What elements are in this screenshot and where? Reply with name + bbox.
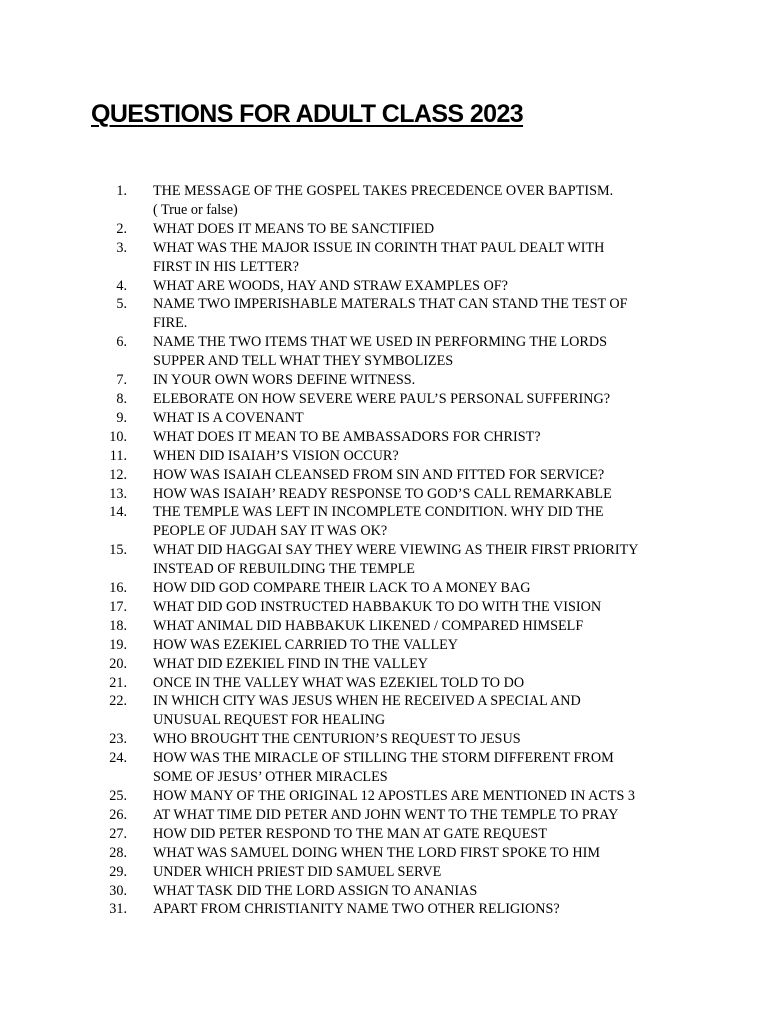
question-item <box>100 466 700 485</box>
question-text: WHAT WAS THE MAJOR ISSUE IN CORINTH THAT PAUL DEALT WITH FIRST IN HIS LETTER? <box>153 239 605 275</box>
question-item <box>100 579 700 598</box>
question-item <box>100 655 700 674</box>
question-number: 5. <box>116 296 127 313</box>
question-text: APART FROM CHRISTIANITY NAME TWO OTHER RELIGIONS? <box>153 901 560 918</box>
question-text: NAME TWO IMPERISHABLE MATERALS THAT CAN STAND THE TEST OF FIRE. <box>153 296 628 332</box>
question-text: WHAT IS A COVENANT <box>153 409 304 426</box>
question-item <box>100 239 700 277</box>
question-text: UNDER WHICH PRIEST DID SAMUEL SERVE <box>153 863 442 880</box>
question-item <box>100 749 700 787</box>
question-number: 3. <box>116 239 127 256</box>
question-item <box>100 541 700 579</box>
question-text: WHAT DOES IT MEANS TO BE SANCTIFIED <box>153 220 435 237</box>
question-item <box>100 863 700 882</box>
question-text: WHEN DID ISAIAH’S VISION OCCUR? <box>153 447 399 464</box>
question-item <box>100 220 700 239</box>
question-number: 22. <box>109 693 127 710</box>
question-item <box>100 428 700 447</box>
question-number: 13. <box>109 485 127 502</box>
question-text: WHAT DID EZEKIEL FIND IN THE VALLEY <box>153 655 429 672</box>
question-item <box>100 692 700 730</box>
question-item <box>100 295 700 333</box>
question-text: WHAT DID HAGGAI SAY THEY WERE VIEWING AS THEIR FIRST PRIORITY INSTEAD OF REBUILDING THE TEMPLE <box>153 542 639 578</box>
question-number: 29. <box>109 863 127 880</box>
question-item <box>100 371 700 390</box>
question-item <box>100 390 700 409</box>
question-text: THE MESSAGE OF THE GOSPEL TAKES PRECEDENCE OVER BAPTISM. ( True or false) <box>153 183 614 218</box>
question-number: 11. <box>109 447 127 464</box>
question-text: WHAT ANIMAL DID HABBAKUK LIKENED / COMPARED HIMSELF <box>153 617 584 634</box>
question-text: HOW WAS EZEKIEL CARRIED TO THE VALLEY <box>153 636 459 653</box>
question-number: 30. <box>109 882 127 899</box>
question-item <box>100 485 700 504</box>
question-text: WHO BROUGHT THE CENTURION’S REQUEST TO JESUS <box>153 731 521 748</box>
question-text: HOW DID GOD COMPARE THEIR LACK TO A MONEY BAG <box>153 580 531 597</box>
question-number: 8. <box>116 390 127 407</box>
question-number: 17. <box>109 598 127 615</box>
question-item <box>100 182 700 220</box>
question-number: 10. <box>109 428 127 445</box>
question-item <box>100 598 700 617</box>
question-number: 9. <box>116 409 127 426</box>
question-item <box>100 503 700 541</box>
question-number: 1. <box>116 183 127 199</box>
question-item <box>100 333 700 371</box>
question-number: 4. <box>116 277 127 294</box>
question-text: NAME THE TWO ITEMS THAT WE USED IN PERFORMING THE LORDS SUPPER AND TELL WHAT THEY SYMBOLIZES <box>153 334 608 370</box>
question-item <box>100 900 700 919</box>
question-number: 20. <box>109 655 127 672</box>
question-item <box>100 447 700 466</box>
question-number: 15. <box>109 542 127 559</box>
question-number: 31. <box>109 901 127 918</box>
question-number: 18. <box>109 617 127 634</box>
question-number: 26. <box>109 806 127 823</box>
question-text: THE TEMPLE WAS LEFT IN INCOMPLETE CONDITION. WHY DID THE PEOPLE OF JUDAH SAY IT WAS OK? <box>153 504 604 540</box>
question-number: 23. <box>109 731 127 748</box>
question-number: 28. <box>109 844 127 861</box>
question-text: ONCE IN THE VALLEY WHAT WAS EZEKIEL TOLD TO DO <box>153 674 525 691</box>
question-number: 16. <box>109 580 127 597</box>
question-list <box>100 182 700 919</box>
question-number: 27. <box>109 825 127 842</box>
question-number: 19. <box>109 636 127 653</box>
question-item <box>100 617 700 636</box>
question-item <box>100 806 700 825</box>
question-text: HOW MANY OF THE ORIGINAL 12 APOSTLES ARE MENTIONED IN ACTS 3 <box>153 788 635 804</box>
question-text: WHAT DOES IT MEAN TO BE AMBASSADORS FOR CHRIST? <box>153 428 541 445</box>
question-item <box>100 277 700 296</box>
question-item <box>100 674 700 693</box>
question-text: HOW WAS ISAIAH CLEANSED FROM SIN AND FITTED FOR SERVICE? <box>153 466 605 483</box>
question-item <box>100 825 700 844</box>
question-item <box>100 787 700 806</box>
question-text: WHAT WAS SAMUEL DOING WHEN THE LORD FIRST SPOKE TO HIM <box>153 844 600 861</box>
question-item <box>100 844 700 863</box>
page-title: QUESTIONS FOR ADULT CLASS 2023 <box>91 100 524 128</box>
question-number: 24. <box>109 750 127 767</box>
question-text: WHAT ARE WOODS, HAY AND STRAW EXAMPLES OF? <box>153 277 508 294</box>
question-item <box>100 636 700 655</box>
question-number: 21. <box>109 674 127 691</box>
question-item <box>100 730 700 749</box>
question-item <box>100 882 700 901</box>
question-text: ELEBORATE ON HOW SEVERE WERE PAUL’S PERSONAL SUFFERING? <box>153 390 611 407</box>
question-text: IN YOUR OWN WORS DEFINE WITNESS. <box>153 372 416 389</box>
question-number: 25. <box>109 788 127 804</box>
question-item <box>100 409 700 428</box>
question-text: AT WHAT TIME DID PETER AND JOHN WENT TO THE TEMPLE TO PRAY <box>153 806 619 823</box>
question-number: 14. <box>109 504 127 521</box>
question-number: 7. <box>116 372 127 389</box>
question-number: 6. <box>116 334 127 351</box>
question-number: 2. <box>116 220 127 237</box>
question-text: HOW WAS ISAIAH’ READY RESPONSE TO GOD’S CALL REMARKABLE <box>153 485 612 502</box>
question-text: IN WHICH CITY WAS JESUS WHEN HE RECEIVED A SPECIAL AND UNUSUAL REQUEST FOR HEALING <box>153 693 581 729</box>
question-text: HOW WAS THE MIRACLE OF STILLING THE STORM DIFFERENT FROM SOME OF JESUS’ OTHER MIRACLES <box>153 750 614 786</box>
question-text: HOW DID PETER RESPOND TO THE MAN AT GATE REQUEST <box>153 825 547 842</box>
question-text: WHAT DID GOD INSTRUCTED HABBAKUK TO DO WITH THE VISION <box>153 598 602 615</box>
question-text: WHAT TASK DID THE LORD ASSIGN TO ANANIAS <box>153 882 478 899</box>
question-number: 12. <box>109 466 127 483</box>
